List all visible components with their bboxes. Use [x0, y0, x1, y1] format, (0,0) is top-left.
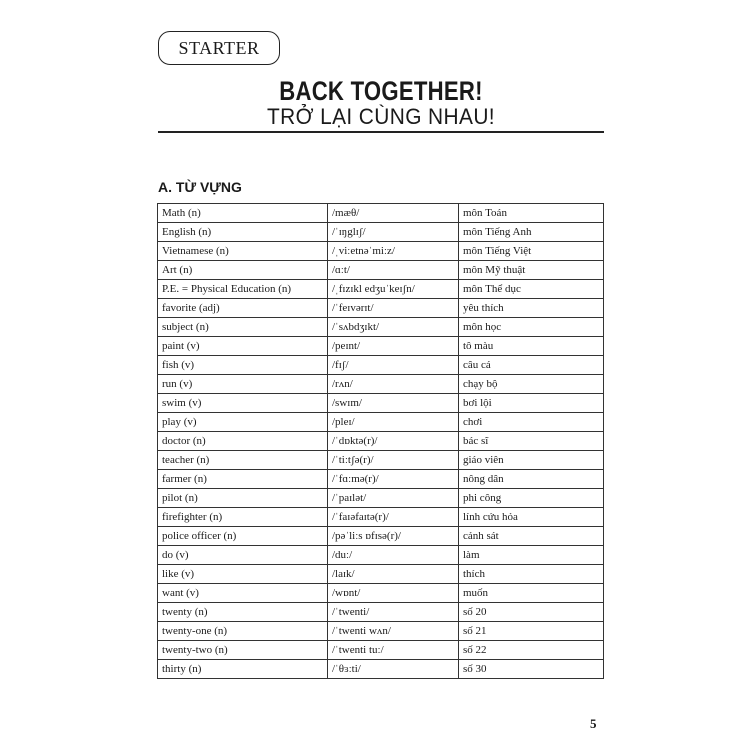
table-row — [158, 508, 604, 527]
vocab-meaning: môn học — [459, 318, 604, 337]
vocab-meaning: môn Tiếng Anh — [459, 223, 604, 242]
vocab-meaning: bơi lội — [459, 394, 604, 413]
vocab-meaning: tô màu — [459, 337, 604, 356]
page-subtitle: TRỞ LẠI CÙNG NHAU! — [267, 104, 495, 129]
vocab-meaning: thích — [459, 565, 604, 584]
vocab-meaning: muốn — [459, 584, 604, 603]
vocab-ipa: /ˌfɪzɪkl edʒuˈkeɪʃn/ — [328, 280, 459, 299]
vocab-meaning: bác sĩ — [459, 432, 604, 451]
vocab-word: like (v) — [158, 565, 328, 584]
vocab-ipa: /pleɪ/ — [328, 413, 459, 432]
starter-badge: STARTER — [158, 31, 280, 65]
vocab-word: want (v) — [158, 584, 328, 603]
vocab-meaning: giáo viên — [459, 451, 604, 470]
table-row — [158, 413, 604, 432]
vocab-ipa: /duː/ — [328, 546, 459, 565]
vocab-word: twenty-one (n) — [158, 622, 328, 641]
vocab-meaning: môn Thể dục — [459, 280, 604, 299]
vocab-meaning: số 21 — [459, 622, 604, 641]
table-row — [158, 375, 604, 394]
table-row — [158, 432, 604, 451]
vocab-ipa: /ˈtwenti wʌn/ — [328, 622, 459, 641]
vocab-word: swim (v) — [158, 394, 328, 413]
page-number: 5 — [590, 716, 597, 731]
vocab-meaning: câu cá — [459, 356, 604, 375]
vocab-meaning: phi công — [459, 489, 604, 508]
vocab-ipa: /fɪʃ/ — [328, 356, 459, 375]
vocab-word: favorite (adj) — [158, 299, 328, 318]
vocab-ipa: /ˈtwenti/ — [328, 603, 459, 622]
table-row — [158, 280, 604, 299]
vocab-word: police officer (n) — [158, 527, 328, 546]
vocab-word: play (v) — [158, 413, 328, 432]
vocab-ipa: /ˈfaɪəfaɪtə(r)/ — [328, 508, 459, 527]
vocab-word: twenty (n) — [158, 603, 328, 622]
table-row — [158, 394, 604, 413]
table-row — [158, 223, 604, 242]
vocab-meaning: yêu thích — [459, 299, 604, 318]
vocabulary-table — [157, 203, 604, 679]
vocab-ipa: /mæθ/ — [328, 204, 459, 223]
table-row — [158, 451, 604, 470]
vocab-ipa: /laɪk/ — [328, 565, 459, 584]
vocab-ipa: /ˈsʌbdʒɪkt/ — [328, 318, 459, 337]
vocab-meaning: môn Toán — [459, 204, 604, 223]
table-row — [158, 546, 604, 565]
vocab-word: Math (n) — [158, 204, 328, 223]
vocab-word: run (v) — [158, 375, 328, 394]
vocab-meaning: môn Tiếng Việt — [459, 242, 604, 261]
table-row — [158, 318, 604, 337]
vocab-ipa: /ˈtwenti tuː/ — [328, 641, 459, 660]
table-row — [158, 489, 604, 508]
vocab-word: twenty-two (n) — [158, 641, 328, 660]
vocab-word: pilot (n) — [158, 489, 328, 508]
vocab-word: fish (v) — [158, 356, 328, 375]
vocab-ipa: /ˈfeɪvərɪt/ — [328, 299, 459, 318]
table-row — [158, 565, 604, 584]
vocab-ipa: /ˈfɑːmə(r)/ — [328, 470, 459, 489]
vocab-word: P.E. = Physical Education (n) — [158, 280, 328, 299]
table-row — [158, 603, 604, 622]
table-row — [158, 660, 604, 679]
vocab-meaning: chơi — [459, 413, 604, 432]
table-row — [158, 204, 604, 223]
vocab-word: do (v) — [158, 546, 328, 565]
table-row — [158, 527, 604, 546]
vocab-word: Vietnamese (n) — [158, 242, 328, 261]
table-row — [158, 622, 604, 641]
vocab-ipa: /ɑːt/ — [328, 261, 459, 280]
table-row — [158, 242, 604, 261]
vocab-ipa: /ˌviːetnəˈmiːz/ — [328, 242, 459, 261]
vocab-word: teacher (n) — [158, 451, 328, 470]
vocab-word: doctor (n) — [158, 432, 328, 451]
vocab-ipa: /pəˈliːs ɒfɪsə(r)/ — [328, 527, 459, 546]
vocab-ipa: /ˈθɜːti/ — [328, 660, 459, 679]
vocab-word: subject (n) — [158, 318, 328, 337]
table-row — [158, 584, 604, 603]
vocab-meaning: số 30 — [459, 660, 604, 679]
vocab-ipa: /rʌn/ — [328, 375, 459, 394]
vocab-ipa: /ˈtiːtʃə(r)/ — [328, 451, 459, 470]
vocab-meaning: số 20 — [459, 603, 604, 622]
table-row — [158, 470, 604, 489]
vocab-word: farmer (n) — [158, 470, 328, 489]
table-row — [158, 299, 604, 318]
vocab-meaning: chạy bộ — [459, 375, 604, 394]
page-title: BACK TOGETHER! — [279, 76, 483, 106]
vocab-word: Art (n) — [158, 261, 328, 280]
table-row — [158, 356, 604, 375]
title-divider — [158, 131, 604, 133]
table-row — [158, 261, 604, 280]
vocab-meaning: lính cứu hỏa — [459, 508, 604, 527]
vocab-meaning: số 22 — [459, 641, 604, 660]
vocab-meaning: cảnh sát — [459, 527, 604, 546]
table-row — [158, 337, 604, 356]
vocab-ipa: /ˈpaɪlət/ — [328, 489, 459, 508]
vocab-word: firefighter (n) — [158, 508, 328, 527]
vocab-ipa: /ˈdɒktə(r)/ — [328, 432, 459, 451]
vocab-ipa: /peɪnt/ — [328, 337, 459, 356]
vocab-word: paint (v) — [158, 337, 328, 356]
vocab-meaning: nông dân — [459, 470, 604, 489]
table-row — [158, 641, 604, 660]
vocab-ipa: /ˈɪŋglɪʃ/ — [328, 223, 459, 242]
vocab-ipa: /swɪm/ — [328, 394, 459, 413]
vocab-ipa: /wɒnt/ — [328, 584, 459, 603]
vocab-meaning: làm — [459, 546, 604, 565]
vocab-word: English (n) — [158, 223, 328, 242]
vocab-meaning: môn Mỹ thuật — [459, 261, 604, 280]
vocab-word: thirty (n) — [158, 660, 328, 679]
section-heading: A. TỪ VỰNG — [158, 179, 242, 195]
